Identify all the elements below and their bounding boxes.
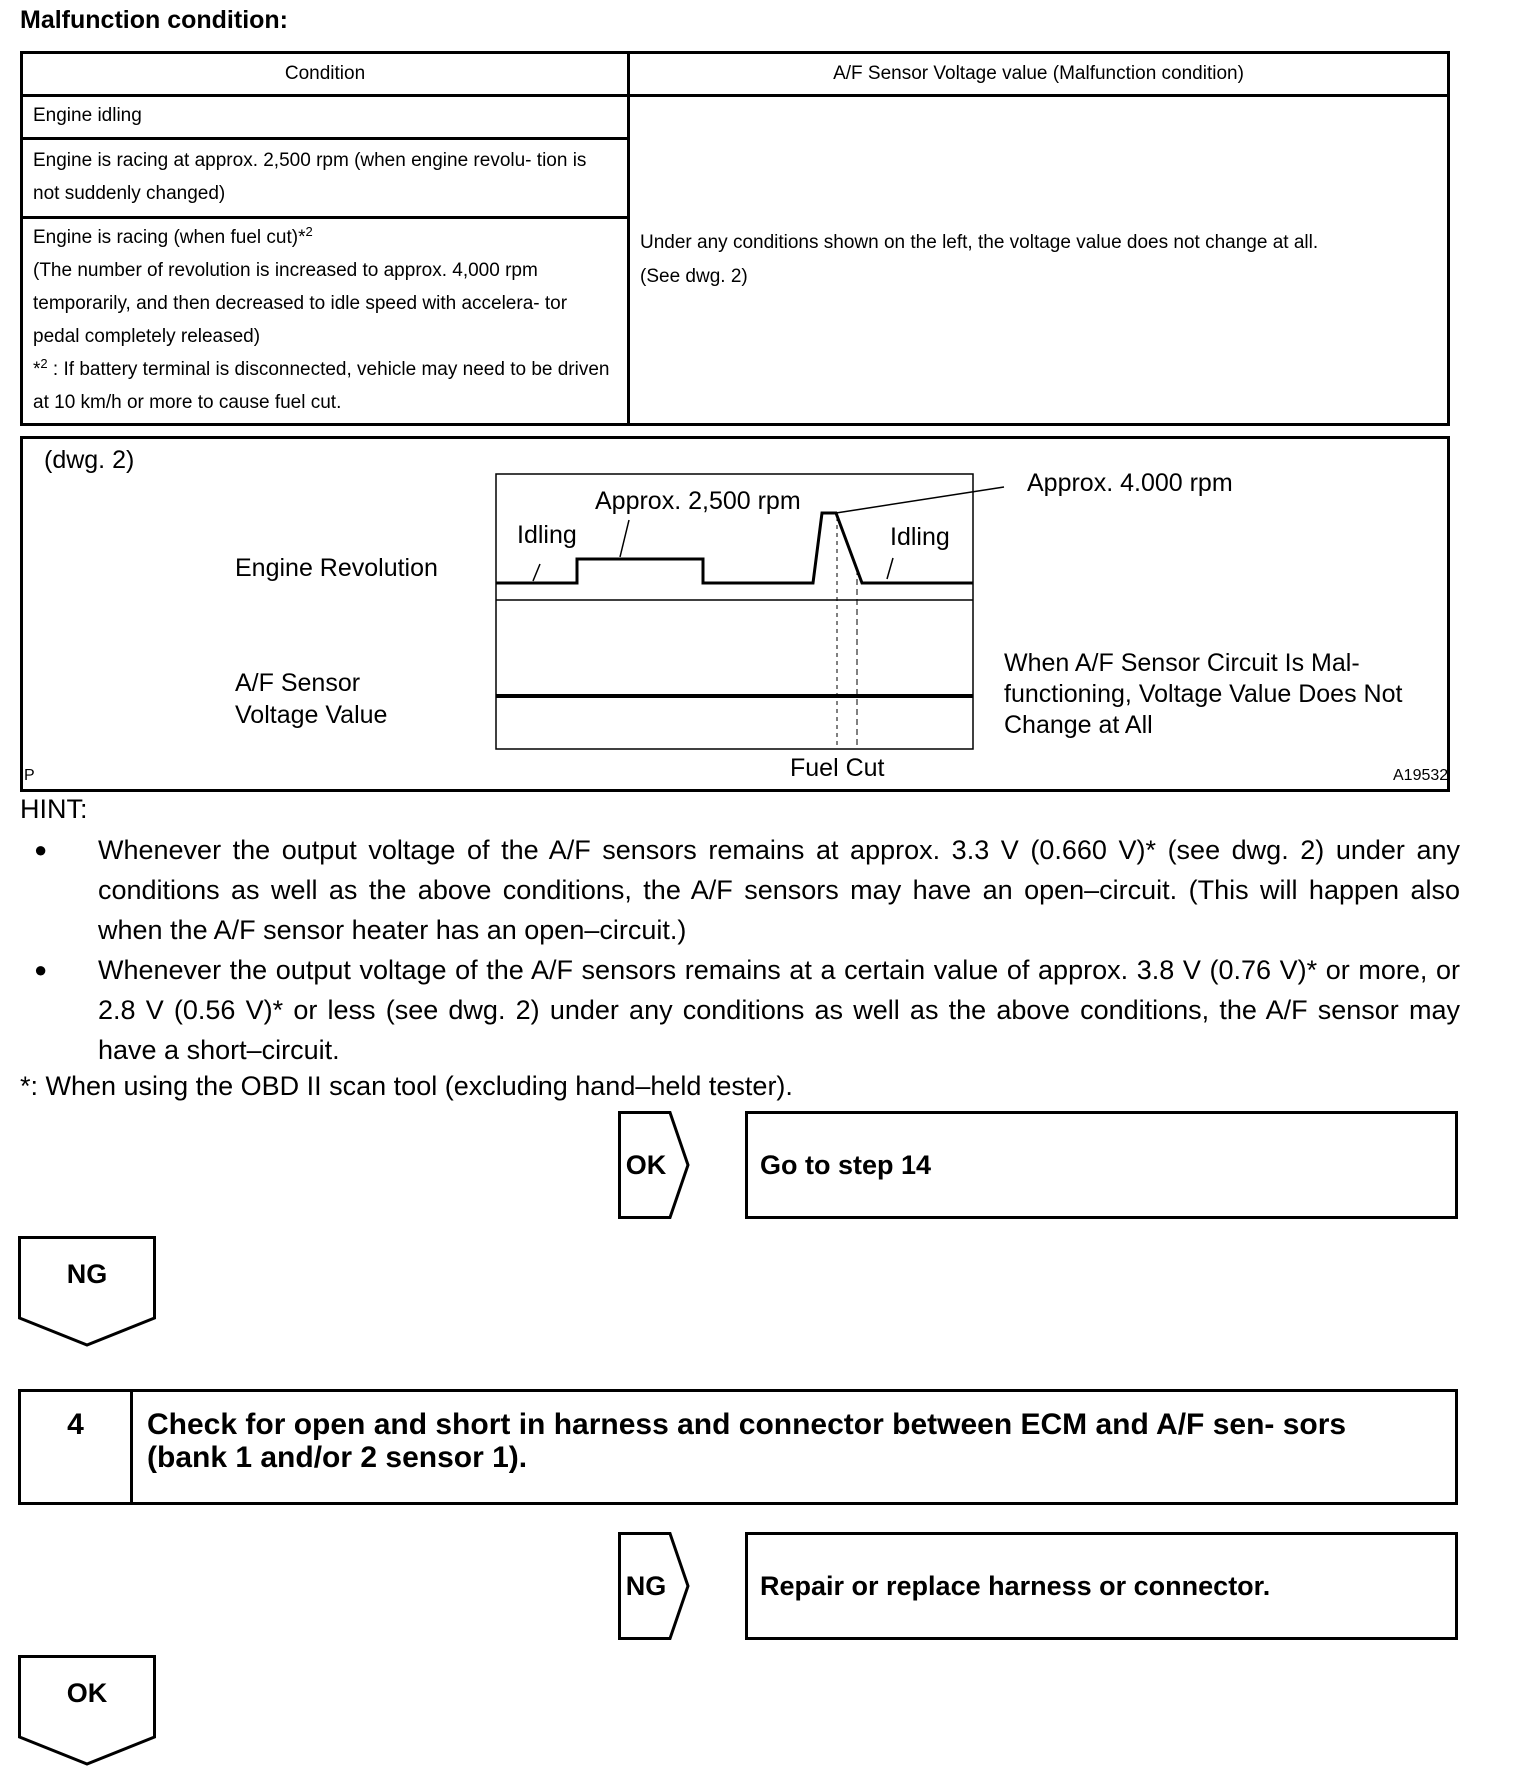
ng-label: NG bbox=[66, 1258, 108, 1289]
malfunction-condition-table bbox=[20, 51, 1450, 426]
footnote-mark: 2 bbox=[305, 224, 313, 239]
condition-row-idling bbox=[23, 97, 627, 140]
hint-footnote: *: When using the OBD II scan tool (excluding hand–held tester). bbox=[20, 1071, 793, 1101]
condition-text: (The number of revolution is increased to approx. 4,000 rpm temporarily, and then decreased to idle speed with accelera- tor pedal completely released) bbox=[33, 260, 568, 347]
note-mark: * bbox=[33, 359, 41, 380]
condition-row-racing-2500 bbox=[23, 140, 627, 219]
ng-result-button[interactable] bbox=[18, 1236, 158, 1348]
idling-left-label: Idling bbox=[517, 521, 577, 549]
header-voltage-value: A/F Sensor Voltage value (Malfunction condition) bbox=[630, 54, 1447, 97]
see-drawing-ref: (See dwg. 2) bbox=[640, 266, 748, 287]
idling-right-label: Idling bbox=[890, 523, 950, 551]
hint-text: Whenever the output voltage of the A/F sensors remains at approx. 3.3 V (0.660 V)* (see dwg. 2) under any conditions as well as the above conditions, the A/F sensors may have an open–circuit. (This will happen also when the A/F sensor heater has an open–circuit.) bbox=[98, 835, 1460, 945]
go-to-step-14-action[interactable] bbox=[745, 1111, 1458, 1219]
corner-mark: P bbox=[24, 767, 35, 784]
ok-label: OK bbox=[625, 1149, 667, 1180]
step-title: Check for open and short in harness and connector between ECM and A/F sen- sors (bank 1 and/or 2 sensor 1). bbox=[147, 1408, 1347, 1474]
footnote-mark: 2 bbox=[40, 356, 48, 371]
sensor-label-line1: A/F Sensor bbox=[235, 669, 361, 697]
hint-list bbox=[20, 830, 1460, 1070]
condition-text: Engine is racing at approx. 2,500 rpm (when engine revolu- tion is not suddenly changed) bbox=[33, 150, 587, 204]
ok-label: OK bbox=[66, 1677, 108, 1708]
action-text: Repair or replace harness or connector. bbox=[760, 1570, 1271, 1601]
hint-item bbox=[20, 950, 1460, 1070]
malfunction-note-line1: When A/F Sensor Circuit Is Mal- bbox=[1004, 649, 1360, 677]
hint-text: Whenever the output voltage of the A/F sensors remains at a certain value of approx. 3.8 V (0.76 V)* or more, or 2.8 V (0.56 V)* or less (see dwg. 2) under any conditions as well as the above conditions, the A/F sensor may have a short–circuit. bbox=[98, 955, 1460, 1065]
repair-harness-action[interactable] bbox=[745, 1532, 1458, 1640]
action-text: Go to step 14 bbox=[760, 1149, 932, 1180]
voltage-value-cell bbox=[630, 97, 1447, 423]
fuel-cut-label: Fuel Cut bbox=[790, 754, 885, 782]
drawing-2 bbox=[20, 436, 1450, 792]
note-text: : If battery terminal is disconnected, vehicle may need to be driven at 10 km/h or more to cause fuel cut. bbox=[33, 359, 610, 413]
voltage-value-text: Under any conditions shown on the left, the voltage value does not change at all. bbox=[640, 232, 1319, 253]
condition-title: Engine is racing (when fuel cut)* bbox=[33, 227, 306, 248]
sensor-label-line2: Voltage Value bbox=[235, 701, 388, 729]
step-4-box bbox=[18, 1389, 1458, 1505]
engine-revolution-label: Engine Revolution bbox=[235, 554, 438, 582]
bullet-icon: ● bbox=[34, 837, 48, 862]
ok-result-button[interactable] bbox=[618, 1111, 690, 1219]
drawing-label: (dwg. 2) bbox=[44, 446, 135, 474]
section-heading: Malfunction condition: bbox=[20, 6, 289, 34]
hint-title: HINT: bbox=[20, 794, 88, 824]
step-ok-result-button[interactable] bbox=[18, 1655, 158, 1767]
condition-row-fuel-cut bbox=[23, 219, 627, 423]
condition-text: Engine idling bbox=[33, 105, 142, 126]
malfunction-note-line2: functioning, Voltage Value Does Not bbox=[1004, 680, 1403, 708]
step-ng-result-button[interactable] bbox=[618, 1532, 690, 1640]
bullet-icon: ● bbox=[34, 957, 48, 982]
header-condition: Condition bbox=[23, 54, 627, 97]
figure-id: A19532 bbox=[1393, 767, 1449, 784]
approx-2500-label: Approx. 2,500 rpm bbox=[595, 487, 801, 515]
malfunction-note-line3: Change at All bbox=[1004, 711, 1153, 739]
hint-item bbox=[20, 830, 1460, 950]
step-number: 4 bbox=[21, 1392, 133, 1502]
ng-label: NG bbox=[625, 1570, 667, 1601]
approx-4000-label: Approx. 4.000 rpm bbox=[1027, 469, 1233, 497]
